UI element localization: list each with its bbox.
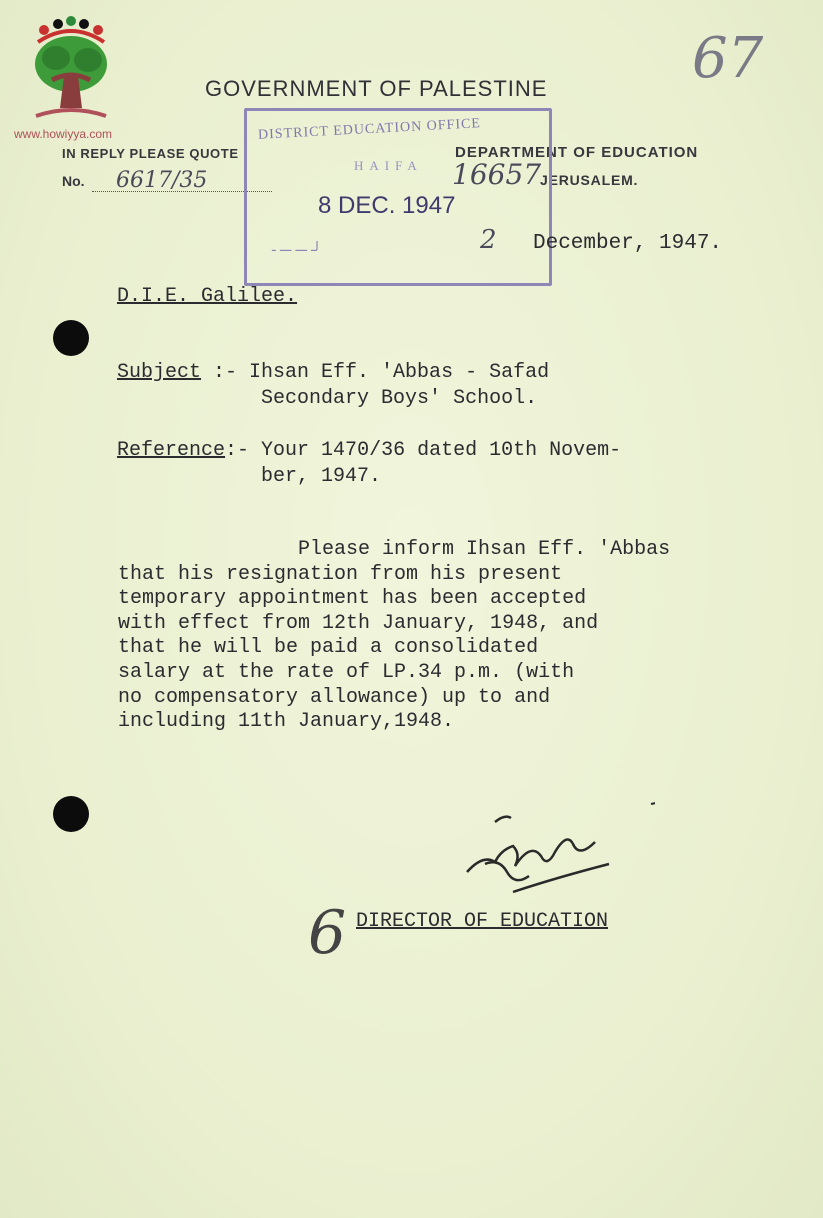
letter-date: December, 1947. <box>533 232 723 255</box>
punch-hole-icon <box>53 320 89 356</box>
addressee: D.I.E. Galilee. <box>117 285 298 308</box>
reply-quote-label: IN REPLY PLEASE QUOTE <box>62 146 239 161</box>
stamp-reference-number: 16657 <box>452 158 542 191</box>
subject-label: Subject <box>117 361 202 384</box>
margin-mark: 6 <box>308 898 347 968</box>
howiyya-logo-icon <box>30 16 112 124</box>
letterhead-title: GOVERNMENT OF PALESTINE <box>205 76 548 101</box>
letter-body: Please inform Ihsan Eff. 'Abbas that his resignation from his present temporary appointment has been accepted with effect from 12th January, 1948, and that he will be paid a consolidated salary at the rate of LP.34 p.m. (with no compensatory allowance) up to and including 11th January,1948. <box>118 538 671 734</box>
number-label: No. <box>62 173 85 189</box>
watermark-site-url: www.howiyya.com <box>14 127 113 141</box>
stamp-date: 8 DEC. 1947 <box>318 192 456 219</box>
stamp-office-name: DISTRICT EDUCATION OFFICE <box>257 116 482 143</box>
punch-hole-icon <box>53 796 89 832</box>
subject-line-1: Ihsan Eff. 'Abbas - Safad <box>249 361 550 384</box>
subject-block <box>117 360 549 412</box>
stamp-city: HAIFA <box>354 158 423 173</box>
file-number: 6617/35 <box>116 168 208 193</box>
subject-line-2: Secondary Boys' School. <box>261 387 538 410</box>
subject-separator: :- <box>201 361 250 384</box>
department-city: JERUSALEM. <box>540 172 639 188</box>
handwritten-signature <box>455 802 655 898</box>
page-number: 67 <box>692 26 764 91</box>
reference-block <box>117 438 621 490</box>
date-day-handwritten: 2 <box>480 225 497 255</box>
department-name: DEPARTMENT OF EDUCATION <box>455 144 699 161</box>
reference-label: Reference <box>117 439 226 462</box>
stamp-arabic-line: لـ ـــ ـــ ـ <box>272 240 319 255</box>
reference-separator: :- <box>225 439 262 462</box>
reference-line-2: ber, 1947. <box>261 465 382 488</box>
reference-line-1: Your 1470/36 dated 10th Novem- <box>261 439 622 462</box>
signatory-title: DIRECTOR OF EDUCATION <box>356 910 609 933</box>
